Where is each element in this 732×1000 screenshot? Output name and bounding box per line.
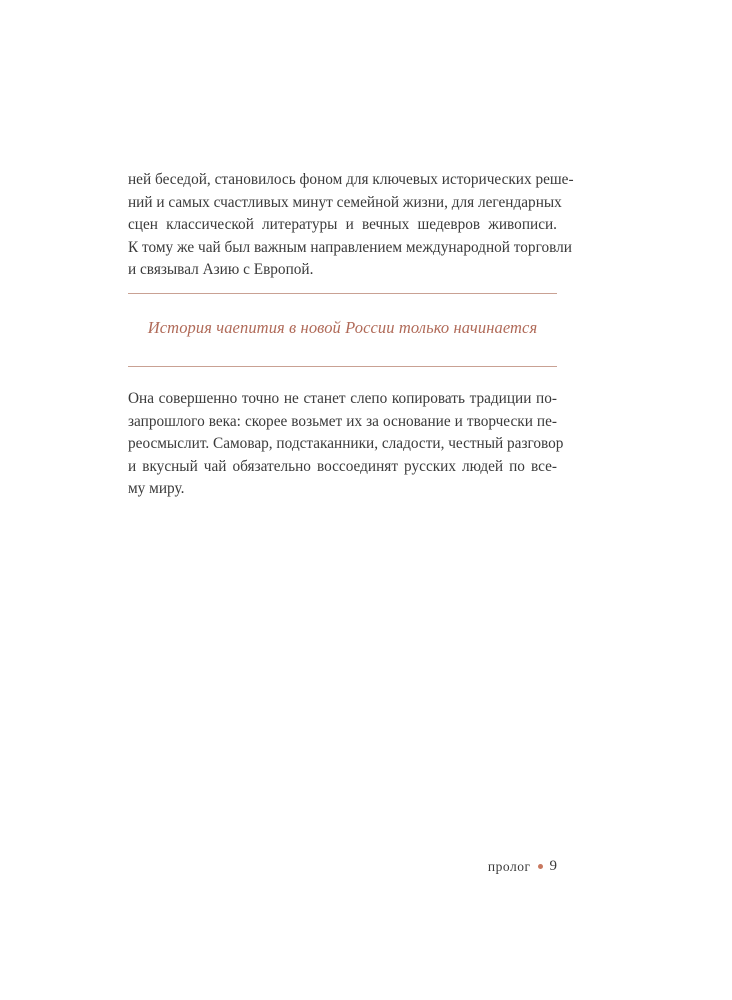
paragraph-line: и вкусный чай обязательно воссоединят русских людей по все-	[128, 457, 557, 475]
paragraph-line: му миру.	[128, 480, 185, 497]
paragraph-line: К тому же чай был важным направлением международной торговли	[128, 238, 572, 256]
pullquote-rule-top	[128, 293, 557, 294]
paragraph-line: Она совершенно точно не станет слепо копировать традиции по-	[128, 390, 557, 407]
body-paragraph-2	[128, 388, 564, 501]
body-paragraph-1	[128, 169, 574, 282]
pullquote: История чаепития в новой России только начинается	[147, 318, 538, 337]
paragraph-line: ней беседой, становилось фоном для ключевых исторических реше-	[128, 171, 574, 188]
pullquote-rule-bottom	[128, 366, 557, 367]
paragraph-line: запрошлого века: скорее возьмет их за основание и творчески пе-	[128, 412, 557, 430]
paragraph-line: и связывал Азию с Европой.	[128, 261, 314, 278]
page-number: 9	[549, 858, 557, 874]
paragraph-line: сцен классической литературы и вечных шедевров живописи.	[128, 216, 557, 233]
paragraph-line: ний и самых счастливых минут семейной жизни, для легендарных	[128, 193, 562, 211]
running-footer-section: пролог	[487, 858, 531, 874]
page-footer	[488, 858, 557, 875]
paragraph-line: реосмыслит. Самовар, подстаканники, сладости, честный разговор	[128, 435, 564, 452]
bullet-dot-icon	[538, 864, 543, 869]
